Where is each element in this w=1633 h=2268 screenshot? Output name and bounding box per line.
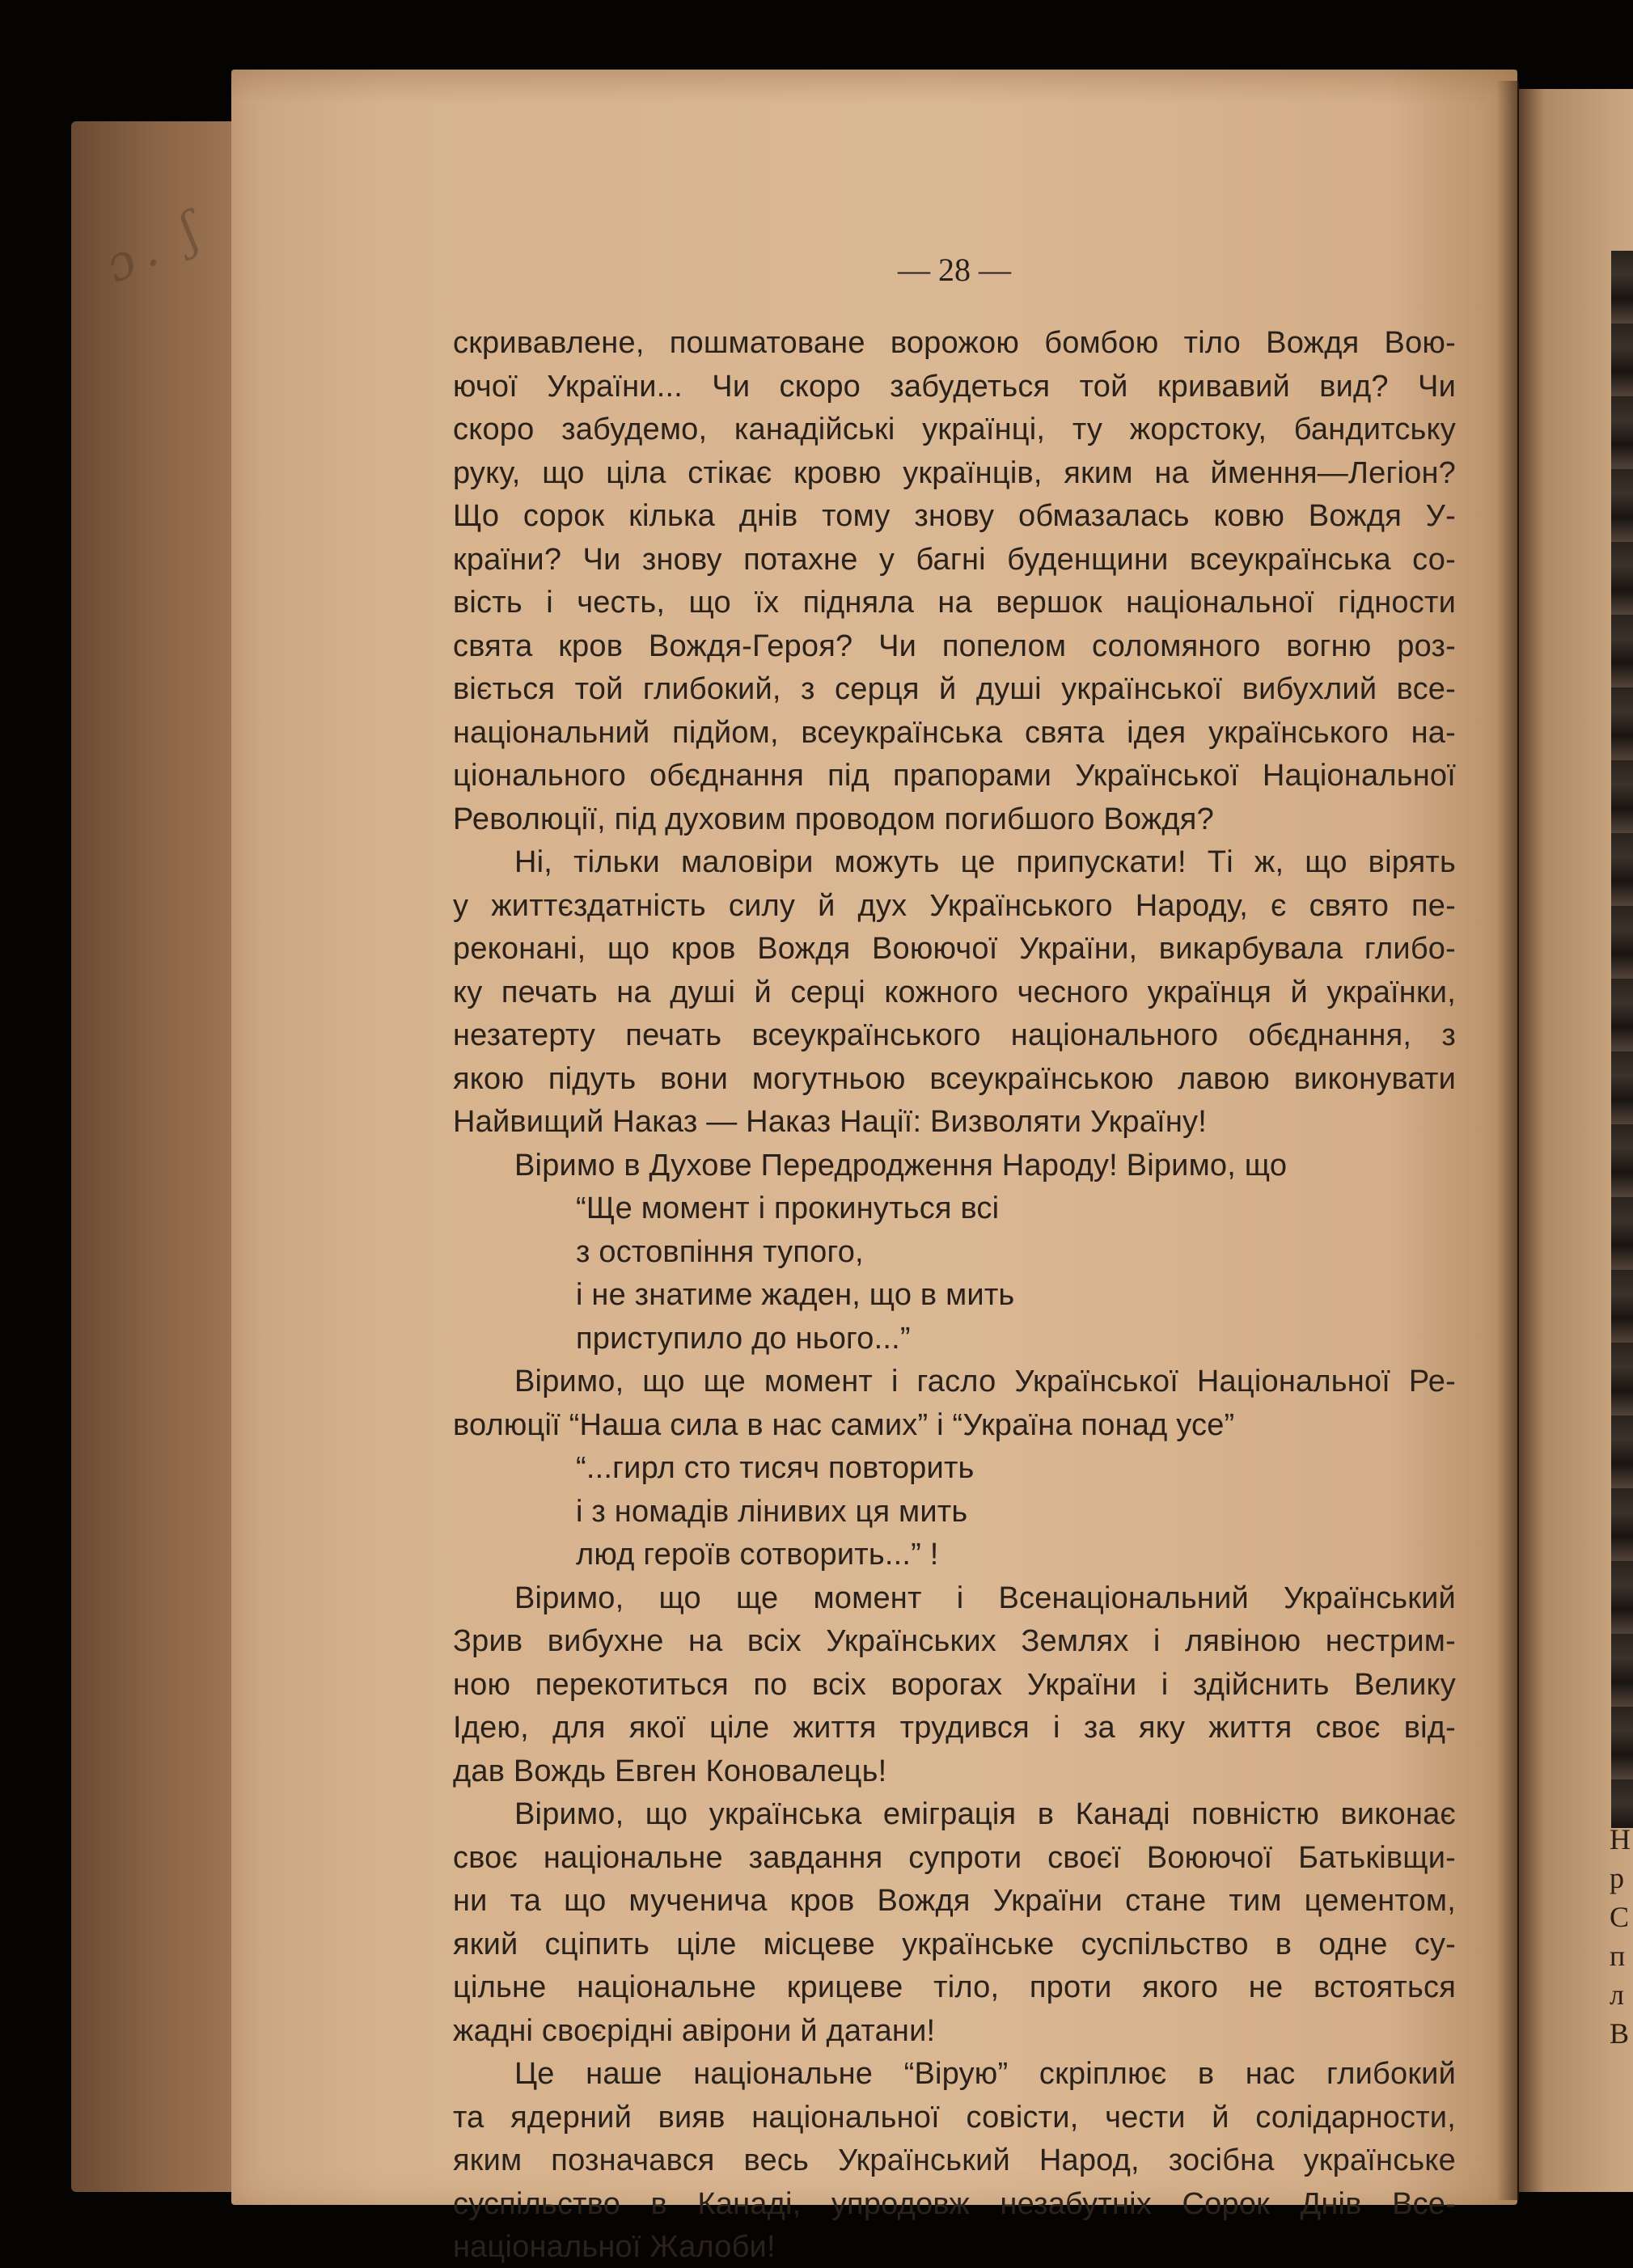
facing-page-photo-strip — [1611, 251, 1633, 1828]
text-line: скривавлене, пошматоване ворожою бомбою тіло Вождя Вою- — [453, 326, 1456, 360]
book-cover-edge — [71, 121, 257, 2192]
page-number: — 28 — — [898, 252, 1011, 288]
text-line: ку печать на душі й серці кожного чесного українця й українки, — [453, 975, 1456, 1009]
page-gutter — [1496, 81, 1519, 2200]
poem-line: з остовпіння тупого, — [576, 1234, 864, 1269]
paragraph — [453, 1145, 1456, 1188]
facing-page-letter: В — [1610, 2017, 1630, 2050]
facing-page-letter: С — [1610, 1901, 1630, 1933]
paragraph — [453, 1360, 1456, 1447]
poem-line: приступило до нього...” — [576, 1321, 911, 1356]
text-line: дав Вождь Евген Коновалець! — [453, 1754, 887, 1788]
text-line: Ідею, для якої ціле життя трудився і за яку життя своє від- — [453, 1711, 1456, 1745]
text-line: Ні, тільки маловіри можуть це припускати! Ті ж, що вірять — [514, 845, 1456, 879]
text-line: руку, що ціла стікає кровю українців, яким на ймення—Легіон? — [453, 455, 1456, 490]
poem-line: “Ще момент і прокинуться всі — [576, 1191, 1000, 1225]
text-line: Що сорок кілька днів тому знову обмазалась ковю Вождя У- — [453, 499, 1456, 533]
text-line: ни та що мученича кров Вождя України стане тим цементом, — [453, 1884, 1456, 1918]
text-line: країни? Чи знову потахне у багні буденщини всеукраїнська со- — [453, 542, 1456, 577]
poem-quote — [453, 1447, 1456, 1577]
text-line: цільне національне крицеве тіло, проти якого не встояться — [453, 1970, 1456, 2004]
text-line: ціонального обєднання під прапорами Української Національної — [453, 759, 1456, 793]
pencil-mark: ɔ. ʃ — [96, 199, 214, 294]
poem-line: “...гирл сто тисяч повторить — [576, 1451, 975, 1485]
poem-quote — [453, 1187, 1456, 1360]
text-line: Революції, під духовим проводом погибшого Вождя? — [453, 802, 1214, 836]
facing-page-letter: п — [1610, 1940, 1626, 1972]
text-line: національної Жалоби! — [453, 2230, 776, 2264]
facing-page-letter: Н — [1610, 1823, 1631, 1855]
text-line: у життєздатність силу й дух Українського Народу, є свято пе- — [453, 888, 1456, 923]
text-line: Віримо в Духове Передродження Народу! Віримо, що — [514, 1148, 1288, 1183]
paragraph — [453, 1577, 1456, 1794]
text-line: незатерту печать всеукраїнського національного обєднання, з — [453, 1018, 1456, 1052]
poem-line: люд героїв сотворить...” ! — [576, 1538, 939, 1572]
text-line: жадні своєрідні авірони й датани! — [453, 2013, 936, 2048]
poem-line: і з номадів лінивих ця мить — [576, 1494, 968, 1529]
text-line: ною перекотиться по всіх ворогах України і здійснить Велику — [453, 1667, 1456, 1702]
page-shading — [231, 70, 1517, 102]
text-line: Це наше національне “Вірую” скріплює в нас глибокий — [514, 2057, 1456, 2091]
text-line: Віримо, що українська еміграція в Канаді повністю виконає — [514, 1797, 1456, 1831]
text-line: Віримо, що ще момент і гасло Української Національної Ре- — [514, 1365, 1456, 1398]
paragraph — [453, 2053, 1456, 2268]
text-line: суспільство в Канаді, упродовж незабутніх Сорок Днів Все- — [453, 2186, 1456, 2221]
text-line: своє національне завдання супроти своєї Воюючої Батьківщи- — [453, 1840, 1456, 1875]
text-line: Зрив вибухне на всіх Українських Землях і лявіною нестрим- — [453, 1624, 1456, 1658]
text-line: свята кров Вождя-Героя? Чи попелом соломяного вогню роз- — [453, 628, 1456, 663]
text-line: волюції “Наша сила в нас самих” і “Україна понад усе” — [453, 1407, 1235, 1442]
text-line: ючої України... Чи скоро забудеться той кривавий вид? Чи — [453, 369, 1456, 404]
text-line: віється той глибокий, з серця й душі української вибухлий все- — [453, 672, 1456, 706]
text-line: реконані, що кров Вождя Воюючої України, викарбувала глибо- — [453, 932, 1456, 966]
text-line: Найвищий Наказ — Наказ Нації: Визволяти Україну! — [453, 1105, 1207, 1139]
poem-line: і не знатиме жаден, що в мить — [576, 1278, 1015, 1312]
text-line: який сціпить ціле місцеве українське суспільство в одне су- — [453, 1927, 1456, 1961]
page-body-text — [453, 243, 1456, 2268]
text-line: яким позначався весь Український Народ, зосібна українське — [453, 2143, 1456, 2177]
paragraph — [453, 841, 1456, 1145]
paragraph — [453, 322, 1456, 841]
paragraph — [453, 1793, 1456, 2053]
text-line: Віримо, що ще момент і Всенаціональний Український — [514, 1580, 1456, 1615]
facing-page-letter: р — [1610, 1862, 1624, 1894]
text-line: національний підйом, всеукраїнська свята ідея українського на- — [453, 715, 1456, 750]
facing-page-letter: л — [1610, 1978, 1624, 2011]
text-line: скоро забудемо, канадійські українці, ту жорстоку, бандитську — [453, 413, 1456, 446]
text-line: та ядерний вияв національної совісти, чести й солідарности, — [453, 2100, 1456, 2135]
facing-page-letters — [1610, 1820, 1633, 2053]
text-line: вість і честь, що їх підняла на вершок національної гідности — [453, 586, 1456, 620]
text-line: якою підуть вони могутньою всеукраїнською лавою виконувати — [453, 1061, 1456, 1096]
